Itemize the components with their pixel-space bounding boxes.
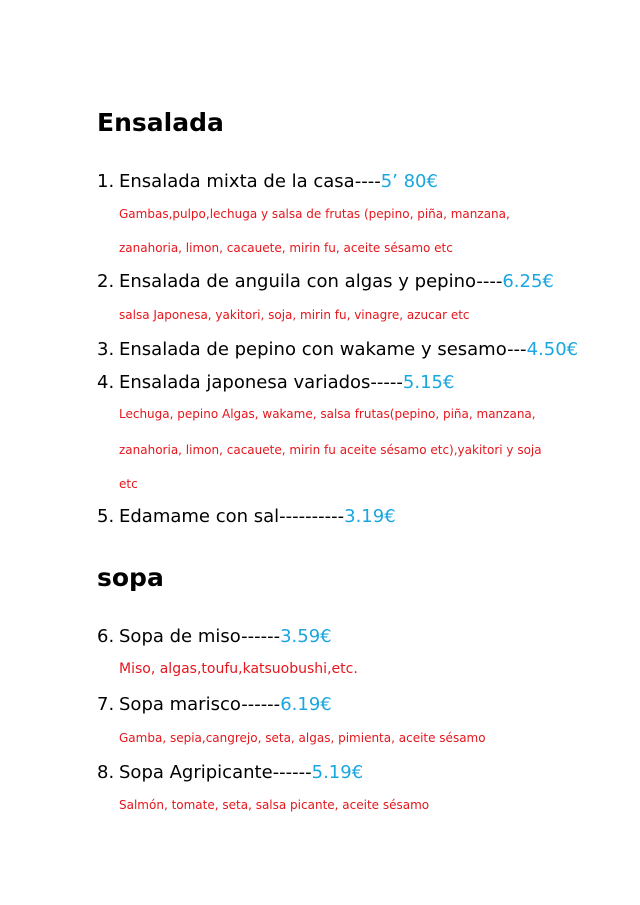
item-name: Ensalada de pepino con wakame y sesamo--- bbox=[119, 339, 527, 360]
item-number: 5. bbox=[97, 506, 115, 527]
item-description: Gambas,pulpo,lechuga y salsa de frutas (pepino, piña, manzana, bbox=[119, 207, 510, 221]
item-description: zanahoria, limon, cacauete, mirin fu aceite sésamo etc),yakitori y soja bbox=[119, 443, 542, 457]
menu-item-4 bbox=[97, 371, 454, 395]
menu-item-5 bbox=[97, 505, 396, 529]
item-description: zanahoria, limon, cacauete, mirin fu, aceite sésamo etc bbox=[119, 241, 453, 255]
item-description: Gamba, sepia,cangrejo, seta, algas, pimienta, aceite sésamo bbox=[119, 731, 486, 745]
item-price: 5.15€ bbox=[402, 372, 455, 393]
item-price: 5.19€ bbox=[311, 762, 364, 783]
item-number: 1. bbox=[97, 171, 115, 192]
item-name: Sopa Agripicante------ bbox=[119, 762, 312, 783]
item-description: Lechuga, pepino Algas, wakame, salsa frutas(pepino, piña, manzana, bbox=[119, 407, 536, 421]
item-price: 6.19€ bbox=[280, 694, 332, 715]
item-description: etc bbox=[119, 477, 138, 491]
item-description: Salmón, tomate, seta, salsa picante, aceite sésamo bbox=[119, 798, 430, 812]
item-price: 6.25€ bbox=[502, 271, 554, 292]
item-name: Ensalada mixta de la casa---- bbox=[119, 171, 381, 192]
item-price: 5’ 80€ bbox=[380, 171, 438, 192]
menu-item-2 bbox=[97, 270, 554, 294]
menu-item-1 bbox=[97, 170, 438, 194]
item-number: 4. bbox=[97, 372, 115, 393]
menu-item-6 bbox=[97, 625, 332, 649]
item-price: 3.59€ bbox=[280, 626, 332, 647]
item-name: Ensalada de anguila con algas y pepino---- bbox=[119, 271, 503, 292]
menu-item-8 bbox=[97, 761, 363, 785]
item-number: 7. bbox=[97, 694, 115, 715]
item-description: salsa Japonesa, yakitori, soja, mirin fu, vinagre, azucar etc bbox=[119, 308, 470, 322]
item-number: 3. bbox=[97, 339, 115, 360]
item-description: Miso, algas,toufu,katsuobushi,etc. bbox=[119, 661, 358, 677]
item-name: Sopa de miso------ bbox=[119, 626, 281, 647]
menu-item-3 bbox=[97, 338, 578, 362]
section-title-sopa: sopa bbox=[97, 563, 164, 592]
menu-item-7 bbox=[97, 693, 332, 717]
item-number: 6. bbox=[97, 626, 115, 647]
item-price: 3.19€ bbox=[344, 506, 396, 527]
item-number: 2. bbox=[97, 271, 115, 292]
section-title-ensalada: Ensalada bbox=[97, 108, 224, 137]
item-name: Sopa marisco------ bbox=[119, 694, 281, 715]
item-name: Ensalada japonesa variados----- bbox=[119, 372, 403, 393]
item-price: 4.50€ bbox=[526, 339, 579, 360]
item-number: 8. bbox=[97, 762, 115, 783]
item-name: Edamame con sal---------- bbox=[119, 506, 345, 527]
